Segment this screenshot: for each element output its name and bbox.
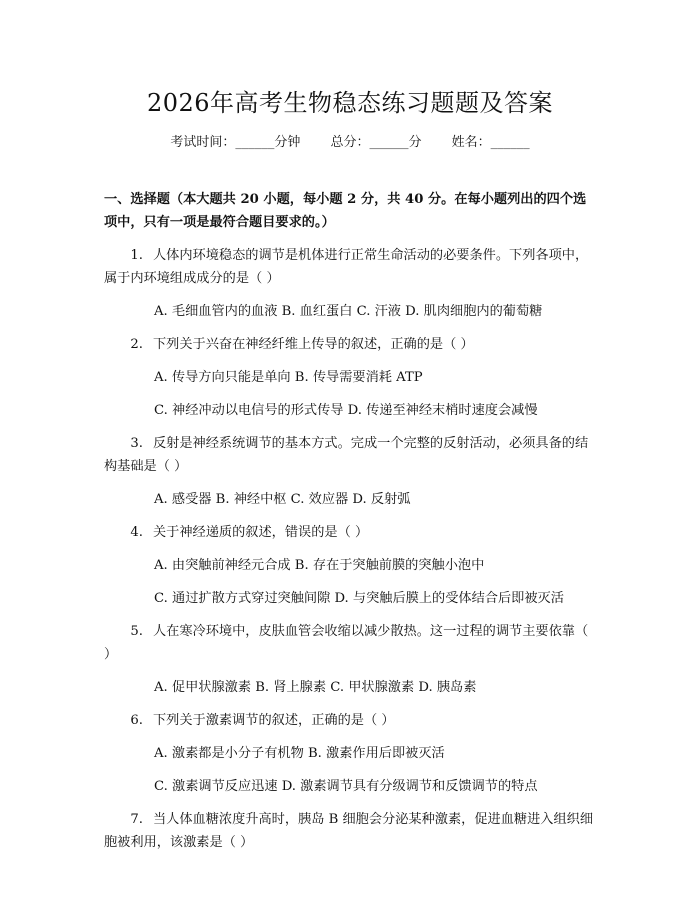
question-4-options-line-1: A. 由突触前神经元合成 B. 存在于突触前膜的突触小泡中 — [154, 558, 485, 573]
name-field: 姓名：______ — [451, 135, 530, 150]
question-number: 7. — [130, 812, 143, 827]
question-6 — [104, 709, 598, 732]
exam-content — [104, 188, 598, 864]
question-6-options-line-1: A. 激素都是小分子有机物 B. 激素作用后即被灭活 — [154, 746, 445, 761]
question-number: 5. — [130, 624, 143, 639]
question-text: 下列关于兴奋在神经纤维上传导的叙述，正确的是（ ） — [152, 337, 474, 352]
question-text: 下列关于激素调节的叙述，正确的是（ ） — [152, 713, 395, 728]
question-text: 反射是神经系统调节的基本方式。完成一个完整的反射活动，必须具备的结构基础是（ ） — [104, 436, 589, 474]
question-list — [104, 244, 598, 854]
question-2-options-line-1: A. 传导方向只能是单向 B. 传导需要消耗 ATP — [154, 370, 423, 385]
question-4 — [104, 521, 598, 544]
question-4-options-line-2: C. 通过扩散方式穿过突触间隙 D. 与突触后膜上的受体结合后即被灭活 — [154, 591, 564, 606]
section-title: 一、选择题（本大题共 20 小题，每小题 2 分，共 40 分。在每小题列出的四个选项中，只有一项是最符合题目要求的。） — [104, 192, 587, 230]
total-score-field: 总分：______分 — [330, 135, 422, 150]
question-number: 3. — [130, 436, 143, 451]
question-2 — [104, 333, 598, 356]
question-text: 人体内环境稳态的调节是机体进行正常生命活动的必要条件。下列各项中，属于内环境组成成分的是（ ） — [104, 248, 589, 286]
question-text: 人在寒冷环境中，皮肤血管会收缩以减少散热。这一过程的调节主要依靠（ ） — [104, 624, 589, 662]
question-6-options-line-2: C. 激素调节反应迅速 D. 激素调节具有分级调节和反馈调节的特点 — [154, 779, 538, 794]
question-text: 当人体血糖浓度升高时，胰岛 B 细胞会分泌某种激素，促进血糖进入组织细胞被利用，该激素是（ ） — [104, 812, 594, 850]
page-title: 2026年高考生物稳态练习题题及答案 — [146, 89, 554, 117]
question-3 — [104, 432, 598, 478]
question-5 — [104, 620, 598, 666]
question-2-options-line-2: C. 神经冲动以电信号的形式传导 D. 传递至神经末梢时速度会减慢 — [154, 403, 538, 418]
exam-time-field: 考试时间：______分钟 — [170, 135, 301, 150]
question-number: 4. — [130, 525, 143, 540]
exam-info-line — [0, 131, 700, 150]
question-text: 关于神经递质的叙述，错误的是（ ） — [152, 525, 369, 540]
question-number: 2. — [130, 337, 143, 352]
question-1 — [104, 244, 598, 290]
question-1-options-line-1: A. 毛细血管内的血液 B. 血红蛋白 C. 汗液 D. 肌肉细胞内的葡萄糖 — [154, 304, 543, 319]
question-7 — [104, 808, 598, 854]
question-5-options-line-1: A. 促甲状腺激素 B. 肾上腺素 C. 甲状腺激素 D. 胰岛素 — [154, 680, 477, 695]
question-number: 6. — [130, 713, 143, 728]
question-number: 1. — [130, 248, 143, 263]
question-3-options-line-1: A. 感受器 B. 神经中枢 C. 效应器 D. 反射弧 — [154, 492, 411, 507]
